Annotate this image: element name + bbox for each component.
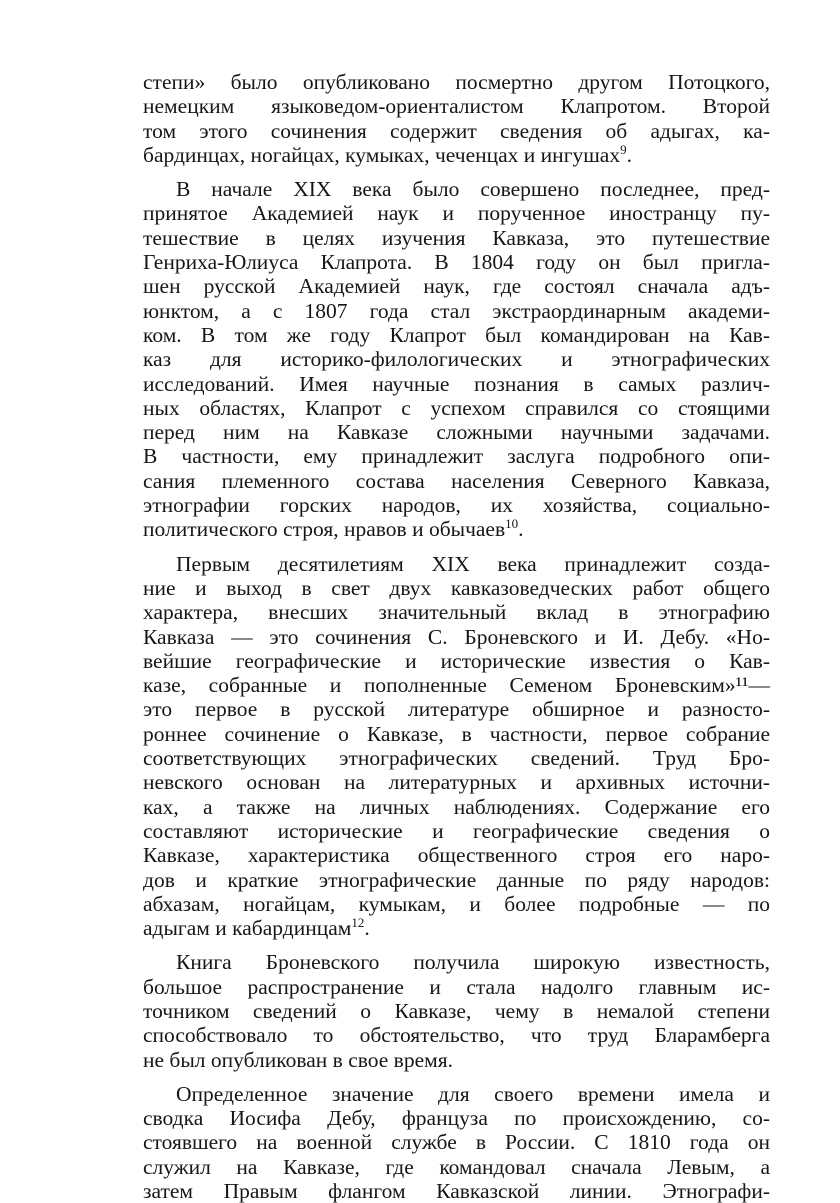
- text-line: принятое Академией наук и порученное иностранцу пу-: [143, 201, 770, 226]
- text-line: точником сведений о Кавказе, чему в немалой степени: [143, 998, 770, 1023]
- text-line: Книга Броневского получила широкую известность,: [176, 950, 770, 975]
- text-line: Генриха-Юлиуса Клапрота. В 1804 году он был пригла-: [143, 250, 770, 275]
- text-line: юнктом, а с 1807 года стал экстраординарным академи-: [143, 298, 770, 323]
- text-line: это первое в русской литературе обширное и разносто-: [143, 697, 770, 722]
- text-line: соответствующих этнографических сведений. Труд Бро-: [143, 746, 770, 771]
- text-line: адыгам и кабардинцам$^{12}$.: [143, 914, 370, 941]
- text-line: абхазам, ногайцам, кумыкам, и более подробные — по: [143, 891, 770, 916]
- text-line: ных областях, Клапрот с успехом справился со стоящими: [143, 395, 770, 420]
- sentence-end: .: [626, 142, 632, 167]
- text-line: составляют исторические и географические сведения о: [143, 818, 770, 843]
- footnote-marker: 12: [351, 914, 365, 930]
- text-line: вейшие географические и исторические известия о Кав-: [143, 648, 770, 673]
- text-line: том этого сочинения содержит сведения об адыгах, ка-: [143, 118, 770, 143]
- text-line: Определенное значение для своего времени имела и: [176, 1081, 770, 1106]
- text-line: Кавказа — это сочинения С. Броневского и И. Дебу. «Но-: [143, 624, 770, 649]
- text-line: политического строя, нравов и обычаев$^{10}$.: [143, 516, 524, 542]
- text-line: тешествие в целях изучения Кавказа, это путешествие: [143, 225, 770, 250]
- text-line: роннее сочинение о Кавказе, в частности, первое собрание: [143, 721, 770, 746]
- text-line: характера, внесших значительный вклад в этнографию: [143, 600, 770, 625]
- paragraph-5: [143, 1082, 770, 1203]
- text-line: В частности, ему принадлежит заслуга подробного опи-: [143, 444, 770, 469]
- text-line: ком. В том же году Клапрот был командирован на Кав-: [143, 322, 770, 347]
- text-line: немецким языковедом-ориенталистом Клапротом. Второй: [143, 94, 770, 119]
- text-line: затем Правым флангом Кавказской линии. Этнографи-: [143, 1179, 770, 1203]
- text-line: исследований. Имея научные познания в самых различ-: [143, 371, 770, 396]
- text-line: каз для историко-филологических и этнографических: [143, 347, 770, 372]
- text-line: казе, собранные и пополненные Семеном Броневским»¹¹—: [143, 673, 770, 698]
- text-line: сания племенного состава населения Северного Кавказа,: [143, 468, 770, 493]
- text-line: служил на Кавказе, где командовал сначала Левым, а: [143, 1154, 770, 1179]
- text-line: Кавказе, характеристика общественного строя его наро-: [143, 843, 770, 868]
- text-line: стоявшего на военной службе в России. С 1810 года он: [143, 1130, 770, 1155]
- paragraph-2: [143, 177, 770, 541]
- text-line: ках, а также на личных наблюдениях. Содержание его: [143, 794, 770, 819]
- text-line: сводка Иосифа Дебу, француза по происхождению, со-: [143, 1106, 770, 1131]
- sentence-end: .: [518, 517, 524, 542]
- text-line: Первым десятилетиям XIX века принадлежит созда-: [176, 551, 770, 576]
- text-line: В начале XIX века было совершено последнее, пред-: [176, 177, 770, 202]
- text-line: степи» было опубликовано посмертно другом Потоцкого,: [143, 70, 770, 94]
- text-line: дов и краткие этнографические данные по ряду народов:: [143, 867, 770, 892]
- paragraph-4: [143, 950, 770, 1071]
- text-line: не был опубликован в свое время.: [143, 1047, 453, 1072]
- sentence-end: .: [364, 916, 370, 941]
- text-line: невского основан на литературных и архивных источни-: [143, 770, 770, 795]
- text-line: бардинцах, ногайцах, кумыках, чеченцах и ингушах$^9$.: [143, 141, 632, 167]
- text-line: перед ним на Кавказе сложными научными задачами.: [143, 420, 770, 445]
- text-line: способствовало то обстоятельство, что труд Бларамберга: [143, 1023, 770, 1048]
- paragraph-3: [143, 552, 770, 941]
- footnote-marker: 10: [505, 516, 519, 532]
- footnote-marker: 9: [620, 141, 627, 157]
- text-line: большое распространение и стала надолго главным ис-: [143, 974, 770, 999]
- paragraph-1: [143, 70, 770, 167]
- text-line: ние и выход в свет двух кавказоведческих работ общего: [143, 575, 770, 600]
- text-line: шен русской Академией наук, где состоял сначала адъ-: [143, 274, 770, 299]
- text-line: этнографии горских народов, их хозяйства, социально-: [143, 493, 770, 518]
- book-page: [143, 70, 770, 1203]
